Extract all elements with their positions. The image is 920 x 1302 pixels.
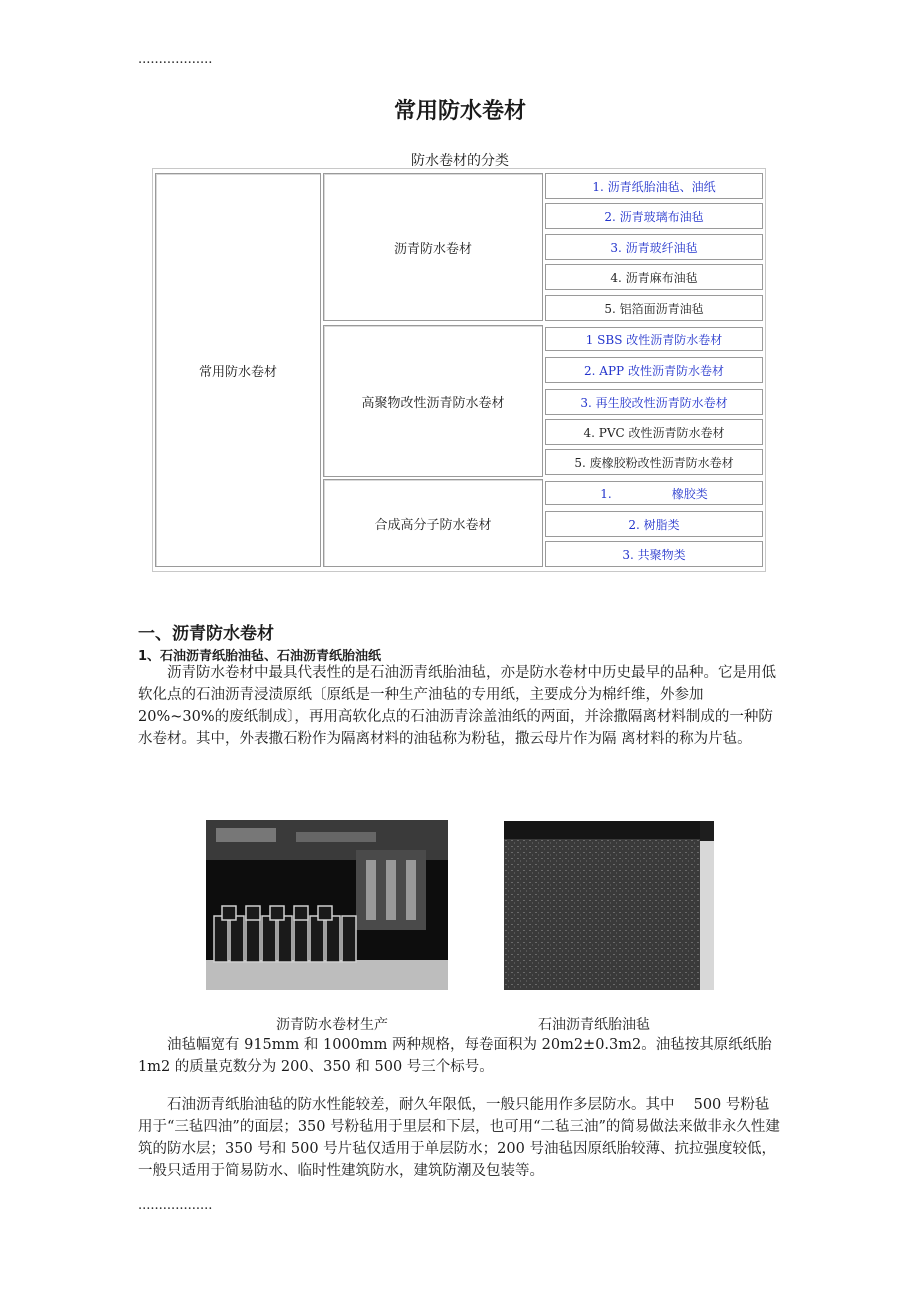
group-label: 沥青防水卷材 — [393, 241, 472, 257]
leaf-item: 2. APP 改性沥青防水卷材 — [545, 357, 763, 383]
page-title: 常用防水卷材 — [393, 99, 526, 124]
header-dots: .................. — [138, 52, 213, 67]
leaf-item: 5. 铝箔面沥青油毡 — [545, 295, 763, 321]
leaf-item: 3. 再生胶改性沥青防水卷材 — [545, 389, 763, 415]
root-label: 常用防水卷材 — [198, 364, 277, 380]
leaf-item: 4. 沥青麻布油毡 — [545, 264, 763, 290]
leaf-item: 1 SBS 改性沥青防水卷材 — [545, 327, 763, 351]
table-caption: 防水卷材的分类 — [411, 153, 509, 169]
felt-image — [504, 821, 714, 990]
factory-image — [206, 820, 448, 990]
paragraph-text: 油毡幅宽有 915mm 和 1000mm 两种规格，每卷面积为 20m2±0.3m2。油毡按其原纸纸胎 1m2 的质量克数分为 200、350 和 500 号三个标号。 — [138, 1037, 772, 1075]
paragraph-text: 石油沥青纸胎油毡的防水性能较差，耐久年限低，一般只能用作多层防水。其中 500 号粉毡用于“三毡四油”的面层；350 号粉毡用于里层和下层，也可用“二毡三油”的简易做法来做非永久性建筑的防水层；350 号和 500 号片毡仅适用于单层防水；200 号油毡因原纸胎较薄、抗拉强度较低，一般只适用于简易防水、临时性建筑防水，建筑防潮及包装等。 — [138, 1097, 780, 1179]
image2-caption: 石油沥青纸胎油毡 — [538, 1017, 650, 1033]
leaf-item: 2. 沥青玻璃布油毡 — [545, 203, 763, 229]
leaf-item: 1. 橡胶类 — [545, 481, 763, 505]
paragraph-intro — [138, 662, 782, 750]
leaf-item: 4. PVC 改性沥青防水卷材 — [545, 419, 763, 445]
footer-dots: .................. — [138, 1198, 213, 1213]
leaf-item: 2. 树脂类 — [545, 511, 763, 537]
table-root-cell — [155, 173, 321, 567]
section-heading: 一、沥青防水卷材 — [138, 624, 274, 644]
paragraph-specs — [138, 1034, 782, 1078]
group-cell-synthetic — [323, 479, 543, 567]
group-label: 合成高分子防水卷材 — [374, 517, 492, 533]
leaf-item: 3. 沥青玻纤油毡 — [545, 234, 763, 260]
leaf-item: 3. 共聚物类 — [545, 541, 763, 567]
subsection-heading: 1、石油沥青纸胎油毡、石油沥青纸胎油纸 — [138, 649, 382, 664]
production-photo — [206, 820, 448, 990]
image1-caption: 沥青防水卷材生产 — [276, 1017, 388, 1033]
group-label: 高聚物改性沥青防水卷材 — [361, 395, 505, 411]
paragraph-usage — [138, 1094, 782, 1182]
leaf-item: 5. 废橡胶粉改性沥青防水卷材 — [545, 449, 763, 475]
group-cell-asphalt — [323, 173, 543, 321]
leaf-item: 1. 沥青纸胎油毡、油纸 — [545, 173, 763, 199]
group-cell-polymer-modified — [323, 325, 543, 477]
felt-photo — [504, 821, 714, 990]
paragraph-text: 沥青防水卷材中最具代表性的是石油沥青纸胎油毡，亦是防水卷材中历史最早的品种。它是用低软化点的石油沥青浸渍原纸〔原纸是一种生产油毡的专用纸，主要成分为棉纤维，外参加 20%~30%的废纸制成〕，再用高软化点的石油沥青涂盖油纸的两面，并涂撒隔离材料制成的一种防水卷材。其中，外表撒石粉作为隔离材料的油毡称为粉毡，撒云母片作为隔 离材料的称为片毡。 — [138, 665, 776, 747]
classification-table — [152, 168, 766, 572]
